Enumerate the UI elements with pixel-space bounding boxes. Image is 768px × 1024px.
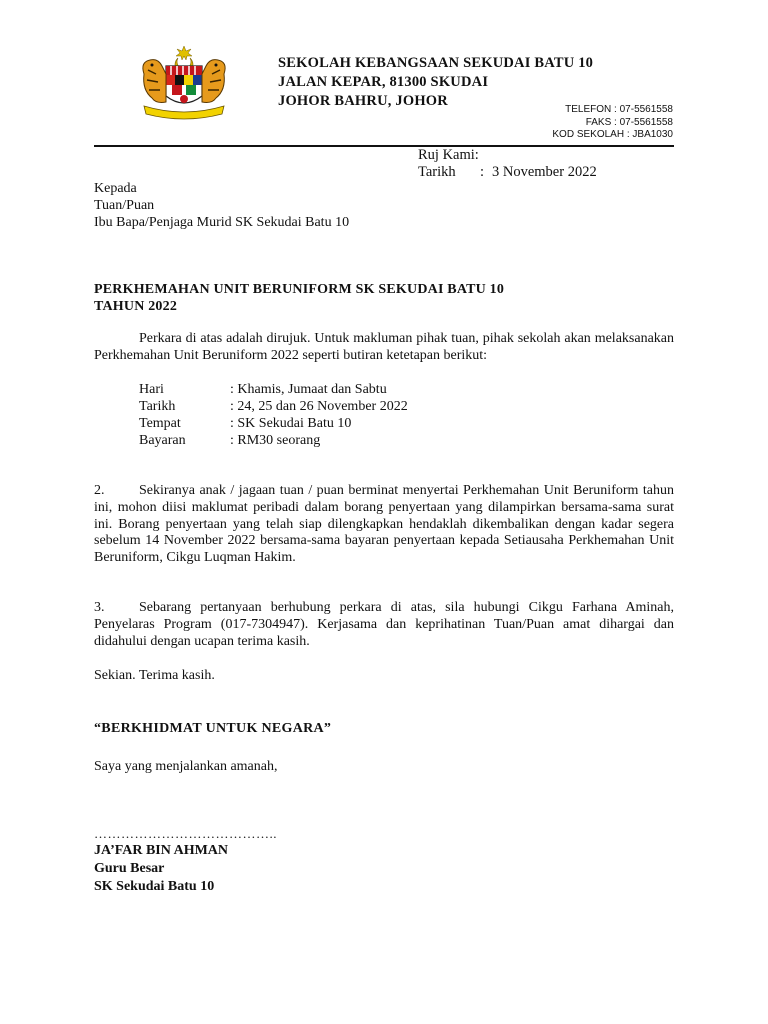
letter-meta [418,147,597,181]
reference-label: Ruj Kami: [418,147,479,163]
subject-line: TAHUN 2022 [94,299,178,314]
detail-value: : 24, 25 dan 26 November 2022 [230,399,408,414]
detail-value: : SK Sekudai Batu 10 [230,416,352,431]
school-code-line: KOD SEKOLAH : JBA1030 [552,129,673,140]
paragraph-1: Perkara di atas adalah dirujuk. Untuk makluman pihak tuan, pihak sekolah akan melaksanakan Perkhemahan Unit Beruniform 2022 seperti butiran ketetapan berikut: [94,331,674,363]
signatory-block [94,842,228,896]
trust-line: Saya yang menjalankan amanah, [94,759,278,774]
school-city-line: JOHOR BAHRU, JOHOR [278,93,448,109]
detail-value: : Khamis, Jumaat dan Sabtu [230,382,387,397]
recipient-line: Tuan/Puan [94,198,155,213]
detail-row [139,415,408,432]
paragraph-2 [94,483,674,567]
event-details [139,381,408,449]
school-address-line: JALAN KEPAR, 81300 SKUDAI [278,74,489,90]
telephone-line: TELEFON : 07-5561558 [565,104,673,115]
school-name: SEKOLAH KEBANGSAAN SEKUDAI BATU 10 [278,55,594,71]
detail-label: Hari [139,382,164,397]
recipient-line: Ibu Bapa/Penjaga Murid SK Sekudai Batu 10 [94,215,350,230]
closing-line: Sekian. Terima kasih. [94,668,215,683]
recipient-line: Kepada [94,181,137,196]
recipient-block [94,180,349,231]
signatory-school: SK Sekudai Batu 10 [94,879,215,894]
letter-subject [94,281,504,315]
detail-label: Tempat [139,416,181,431]
school-header [278,54,593,111]
detail-row [139,398,408,415]
signatory-title: Guru Besar [94,861,165,876]
detail-label: Bayaran [139,433,186,448]
signature-line: ………………………………….. [94,826,277,841]
paragraph-number: 2. [94,483,105,498]
detail-value: : RM30 seorang [230,433,321,448]
date-separator: : [480,164,485,180]
date-label: Tarikh [418,164,456,180]
subject-line: PERKHEMAHAN UNIT BERUNIFORM SK SEKUDAI BATU 10 [94,282,505,297]
paragraph-number: 3. [94,600,105,615]
school-contact [552,104,673,142]
detail-row [139,381,408,398]
paragraph-3 [94,600,674,650]
date-value: 3 November 2022 [492,164,597,180]
signatory-name: JA’FAR BIN AHMAN [94,843,229,858]
paragraph-3-text: Sebarang pertanyaan berhubung perkara di atas, sila hubungi Cikgu Farhana Aminah, Penyelaras Program (017-7304947). Kerjasama dan keprihatinan Tuan/Puan amat dihargai dan didahului dengan ucapan terima kasih. [94,600,674,649]
detail-label: Tarikh [139,399,176,414]
malaysia-coat-of-arms-icon [134,44,234,122]
detail-row [139,432,408,449]
paragraph-2-text: Sekiranya anak / jagaan tuan / puan berminat menyertai Perkhemahan Unit Beruniform tahun ini, mohon diisi maklumat peribadi dalam borang penyertaan yang dilampirkan bersama-sama surat ini. Borang penyertaan yang telah siap dilengkapkan hendaklah dikembalikan dengan kadar segera sebelum 14 November 2022 bersama-sama bayaran penyertaan kepada Setiausaha Perkhemahan Unit Beruniform, Cikgu Luqman Hakim. [94,483,674,566]
fax-line: FAKS : 07-5561558 [585,116,673,128]
motto: “BERKHIDMAT UNTUK NEGARA” [94,721,332,736]
